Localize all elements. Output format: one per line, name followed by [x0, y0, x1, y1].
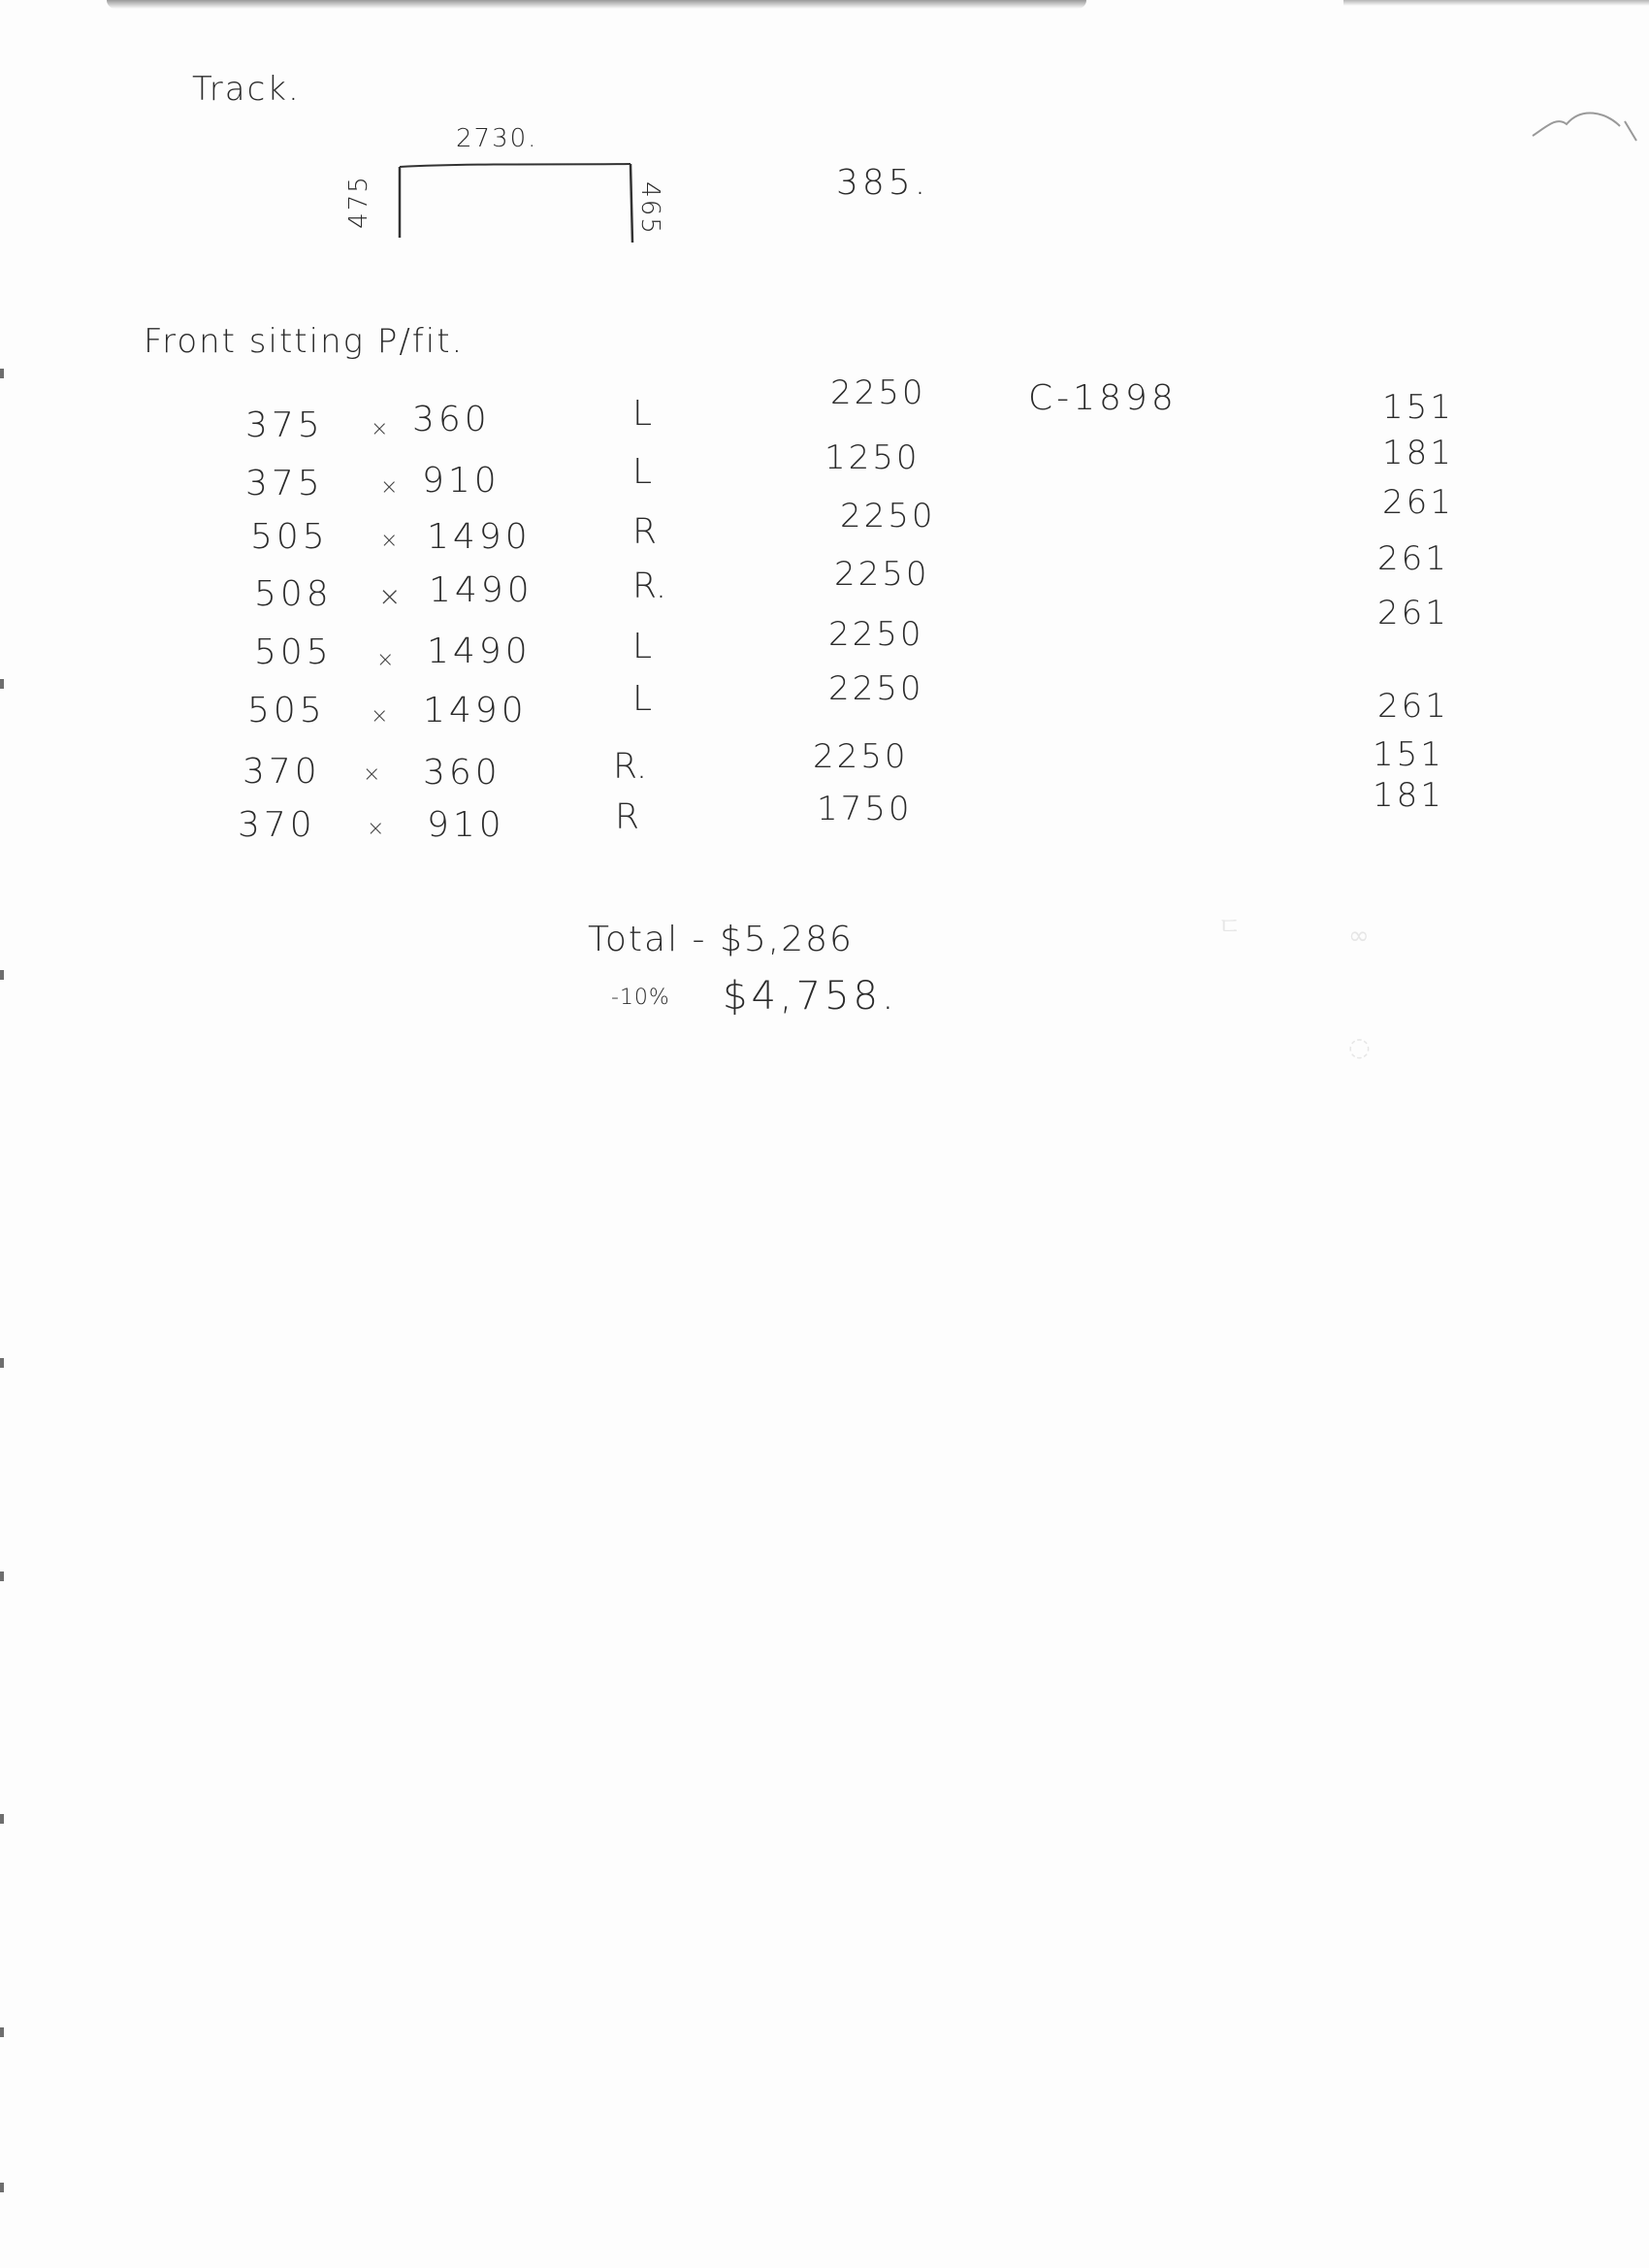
height-value: 910 [427, 805, 505, 845]
side-value: R [615, 797, 640, 837]
scan-shadow-top-right [1343, 0, 1649, 6]
track-right-measure: 465 [634, 181, 664, 236]
times-sign: × [371, 417, 393, 441]
track-top-measure: 2730. [456, 124, 538, 153]
times-sign: × [378, 580, 405, 612]
width-value: 505 [254, 632, 333, 672]
times-sign: × [380, 475, 403, 500]
discounted-total: $4,758. [723, 974, 898, 1019]
length-value: 2250 [834, 555, 930, 594]
width-value: 508 [254, 574, 333, 614]
side-value: L [632, 452, 653, 492]
height-value: 1490 [429, 570, 534, 610]
times-sign: × [367, 817, 389, 841]
height-value: 910 [422, 461, 501, 501]
product-code: C-1898 [1028, 378, 1178, 418]
price-value: 261 [1382, 483, 1454, 522]
width-value: 375 [245, 464, 324, 503]
height-value: 360 [423, 753, 501, 793]
width-value: 505 [247, 691, 326, 730]
discount-label: -10% [611, 986, 670, 1010]
price-value: 151 [1373, 735, 1444, 774]
height-value: 1490 [427, 632, 532, 671]
length-value: 2250 [813, 737, 909, 776]
width-value: 375 [245, 405, 324, 445]
track-price: 385. [836, 163, 930, 203]
scan-shadow-top [107, 0, 1086, 9]
scan-edge-marks [0, 0, 5, 2268]
times-sign: × [363, 762, 385, 787]
track-left-measure: 475 [343, 175, 373, 229]
width-value: 505 [250, 517, 329, 557]
height-value: 1490 [423, 691, 528, 730]
length-value: 2250 [840, 497, 936, 535]
price-value: 261 [1377, 687, 1449, 726]
length-value: 1250 [824, 438, 921, 477]
length-value: 1750 [817, 790, 913, 828]
times-sign: × [380, 529, 403, 553]
side-value: L [632, 679, 653, 719]
bleed-through-mark: ∞ [1348, 922, 1372, 951]
times-sign: × [376, 648, 399, 672]
times-sign: × [371, 704, 393, 729]
side-value: R. [613, 747, 648, 787]
side-value: R. [632, 567, 667, 606]
length-value: 2250 [828, 669, 924, 708]
length-value: 2250 [828, 615, 924, 654]
price-value: 181 [1373, 776, 1444, 815]
width-value: 370 [238, 805, 316, 845]
front-sitting-heading: Front sitting P/fit. [144, 322, 465, 361]
height-value: 1490 [427, 517, 532, 557]
track-heading: Track. [192, 70, 301, 109]
bleed-through-mark: ㄷ [1217, 913, 1245, 942]
height-value: 360 [412, 400, 491, 439]
side-value: L [632, 627, 653, 666]
side-value: L [632, 394, 653, 434]
side-value: R [632, 512, 658, 552]
price-value: 261 [1377, 594, 1449, 632]
length-value: 2250 [830, 373, 926, 412]
price-value: 181 [1382, 434, 1454, 472]
total-amount: Total - $5,286 [588, 920, 854, 959]
width-value: 370 [242, 752, 321, 792]
corner-scribble [1528, 97, 1644, 165]
price-value: 261 [1377, 539, 1449, 578]
price-value: 151 [1382, 388, 1454, 427]
bleed-through-mark: ◌ [1348, 1033, 1373, 1062]
